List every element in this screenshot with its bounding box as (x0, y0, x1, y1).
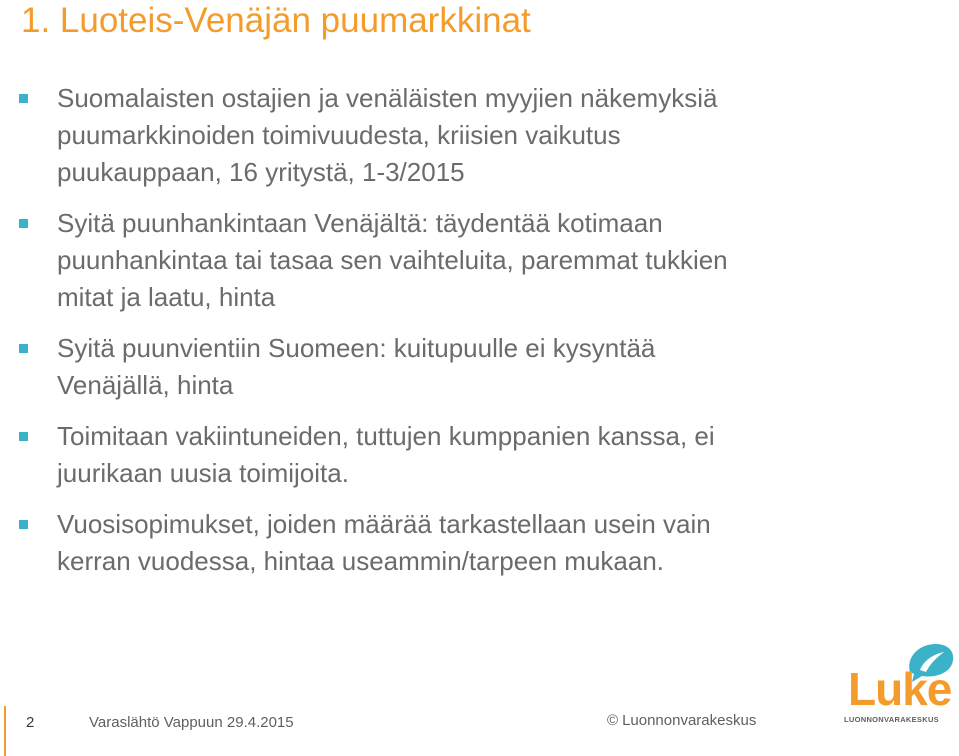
bullet-line: mitat ja laatu, hinta (57, 282, 276, 312)
bullet-text (57, 205, 877, 316)
bullet-line: Syitä puunhankintaan Venäjältä: täydentää kotimaan (57, 208, 663, 238)
bullet-line: kerran vuodessa, hintaa useammin/tarpeen mukaan. (57, 546, 665, 576)
footer-copyright (607, 712, 756, 729)
footer-event-text: Varaslähtö Vappuun 29.4.2015 (89, 714, 294, 731)
bullet-line: puumarkkinoiden toimivuudesta, kriisien vaikutus (57, 120, 621, 150)
square-bullet-icon (19, 520, 28, 529)
square-bullet-icon (19, 219, 28, 228)
logo-wordmark: Luke (848, 663, 952, 715)
bullet-text (57, 330, 877, 404)
bullet-line: Syitä puunvientiin Suomeen: kuitupuulle ei kysyntää (57, 333, 656, 363)
bullet-line: Toimitaan vakiintuneiden, tuttujen kumppanien kanssa, ei (57, 421, 715, 451)
luke-logo (842, 640, 957, 730)
bullet-text (57, 506, 877, 580)
bullet-text (57, 80, 877, 191)
footer-divider (4, 706, 6, 756)
copyright-holder: Luonnonvarakeskus (622, 712, 757, 729)
page-number: 2 (26, 714, 35, 731)
logo-subtitle: LUONNONVARAKESKUS (844, 715, 939, 724)
copyright-symbol: © (607, 712, 619, 729)
bullet-line: puunhankintaa tai tasaa sen vaihteluita, paremmat tukkien (57, 245, 728, 275)
square-bullet-icon (19, 432, 28, 441)
square-bullet-icon (19, 344, 28, 353)
square-bullet-icon (19, 94, 28, 103)
bullet-text (57, 418, 877, 492)
bullet-line: puukauppaan, 16 yritystä, 1-3/2015 (57, 157, 465, 187)
bullet-line: Venäjällä, hinta (57, 370, 234, 400)
bullet-line: juurikaan uusia toimijoita. (57, 458, 349, 488)
bullet-line: Vuosisopimukset, joiden määrää tarkastellaan usein vain (57, 509, 711, 539)
slide-title: 1. Luoteis-Venäjän puumarkkinat (21, 1, 531, 40)
bullet-line: Suomalaisten ostajien ja venäläisten myyjien näkemyksiä (57, 83, 718, 113)
